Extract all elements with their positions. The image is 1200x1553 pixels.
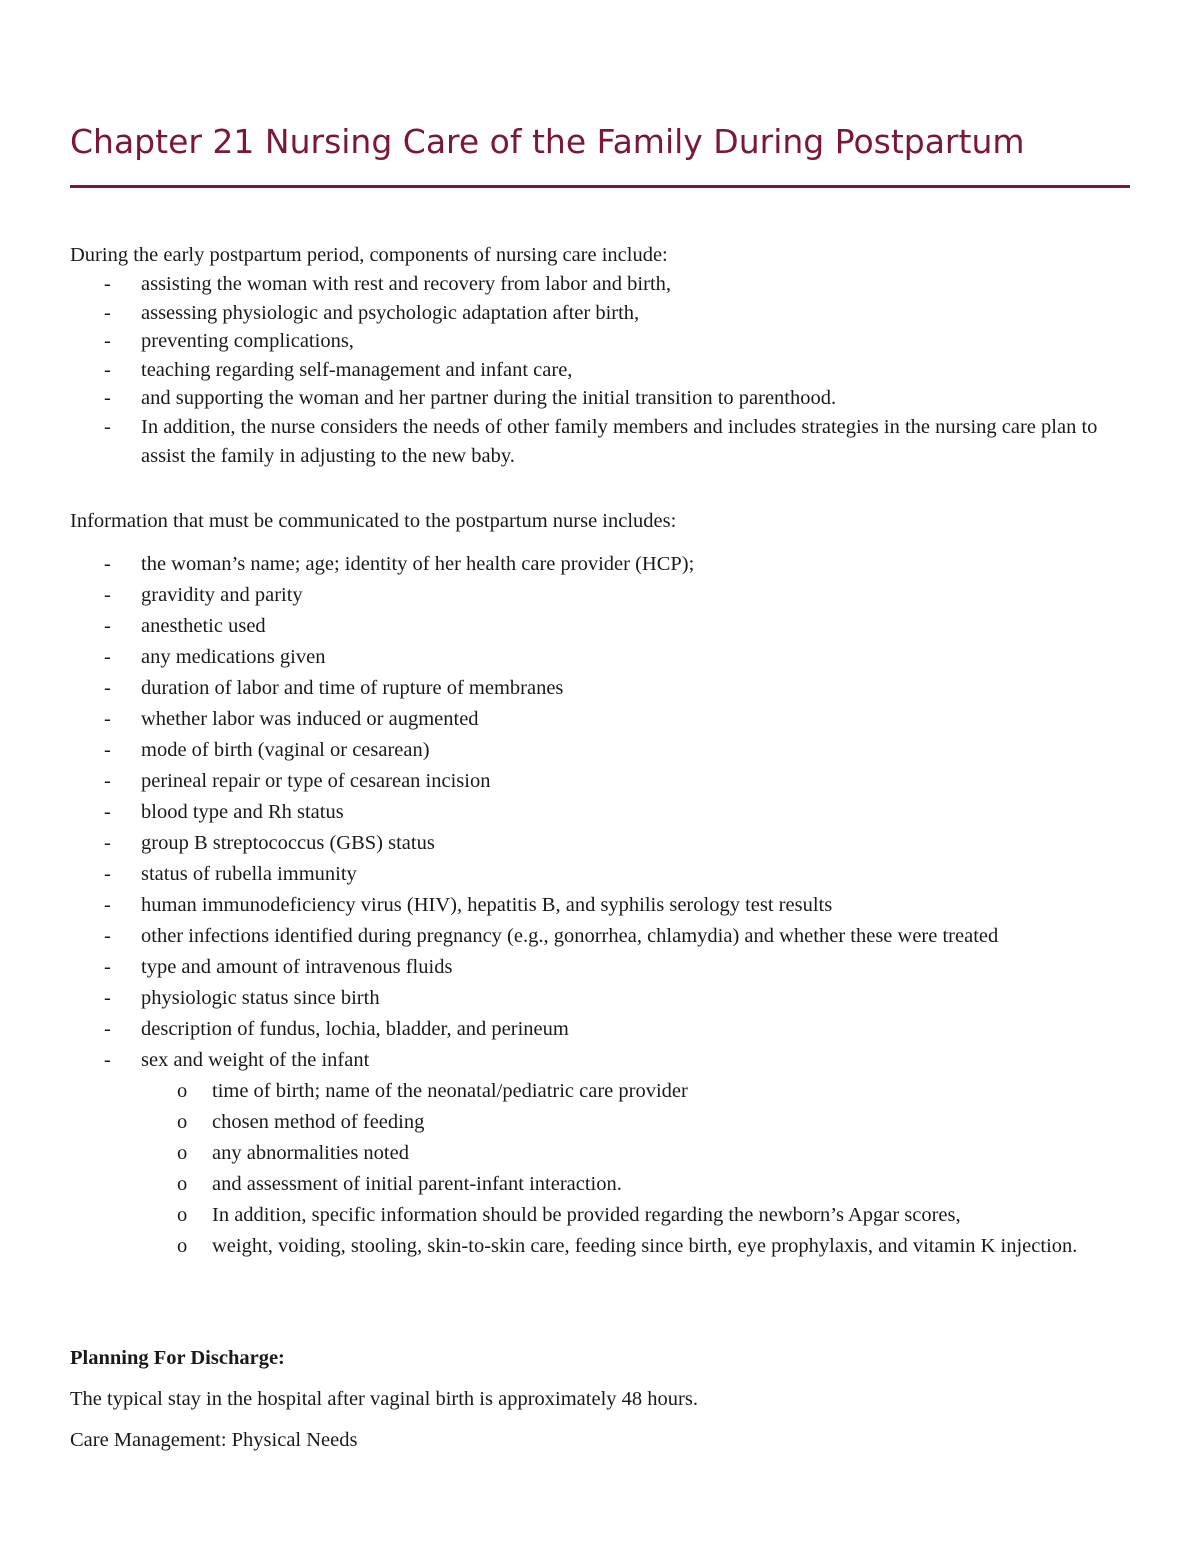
list-item: - type and amount of intravenous fluids bbox=[70, 952, 1130, 983]
section1-intro: During the early postpartum period, components of nursing care include: bbox=[70, 244, 668, 266]
discharge-text: The typical stay in the hospital after vaginal birth is approximately 48 hours. bbox=[70, 1388, 698, 1410]
list-item: - perineal repair or type of cesarean incision bbox=[70, 766, 1130, 797]
list-item: - mode of birth (vaginal or cesarean) bbox=[70, 735, 1130, 766]
list-item-label: sex and weight of the infant bbox=[141, 1049, 370, 1071]
list-item-infant bbox=[70, 1045, 1130, 1262]
sublist-item: o In addition, specific information should be provided regarding the newborn’s Apgar scores, bbox=[141, 1200, 1130, 1231]
section2-intro: Information that must be communicated to the postpartum nurse includes: bbox=[70, 510, 677, 532]
list-item: - group B streptococcus (GBS) status bbox=[70, 828, 1130, 859]
list-item: - and supporting the woman and her partner during the initial transition to parenthood. bbox=[70, 384, 1130, 413]
communication-info-list bbox=[70, 549, 1130, 1262]
list-item: - human immunodeficiency virus (HIV), hepatitis B, and syphilis serology test results bbox=[70, 890, 1130, 921]
nursing-care-components-list bbox=[70, 270, 1130, 470]
infant-info-sublist bbox=[141, 1076, 1130, 1262]
page-title: Chapter 21 Nursing Care of the Family During Postpartum bbox=[70, 122, 1025, 161]
list-item: - the woman’s name; age; identity of her health care provider (HCP); bbox=[70, 549, 1130, 580]
list-item: - whether labor was induced or augmented bbox=[70, 704, 1130, 735]
list-item: - anesthetic used bbox=[70, 611, 1130, 642]
sublist-item: o and assessment of initial parent-infant interaction. bbox=[141, 1169, 1130, 1200]
list-item: - status of rubella immunity bbox=[70, 859, 1130, 890]
list-item: - physiologic status since birth bbox=[70, 983, 1130, 1014]
title-underline bbox=[70, 185, 1130, 188]
list-item: - In addition, the nurse considers the needs of other family members and includes strategies in the nursing care plan to assist the family in adjusting to the new baby. bbox=[70, 413, 1130, 470]
discharge-heading: Planning For Discharge: bbox=[70, 1347, 285, 1369]
sublist-item: o weight, voiding, stooling, skin-to-skin care, feeding since birth, eye prophylaxis, and vitamin K injection. bbox=[141, 1231, 1130, 1262]
list-item: - assisting the woman with rest and recovery from labor and birth, bbox=[70, 270, 1130, 299]
list-item: - assessing physiologic and psychologic adaptation after birth, bbox=[70, 299, 1130, 328]
list-item: - other infections identified during pregnancy (e.g., gonorrhea, chlamydia) and whether these were treated bbox=[70, 921, 1130, 952]
care-management-subheading: Care Management: Physical Needs bbox=[70, 1429, 358, 1451]
list-item: - preventing complications, bbox=[70, 327, 1130, 356]
list-item: - gravidity and parity bbox=[70, 580, 1130, 611]
list-item: - blood type and Rh status bbox=[70, 797, 1130, 828]
sublist-item: o chosen method of feeding bbox=[141, 1107, 1130, 1138]
list-item: - teaching regarding self-management and infant care, bbox=[70, 356, 1130, 385]
sublist-item: o any abnormalities noted bbox=[141, 1138, 1130, 1169]
list-item: - any medications given bbox=[70, 642, 1130, 673]
sublist-item: o time of birth; name of the neonatal/pediatric care provider bbox=[141, 1076, 1130, 1107]
list-item: - description of fundus, lochia, bladder, and perineum bbox=[70, 1014, 1130, 1045]
list-item: - duration of labor and time of rupture of membranes bbox=[70, 673, 1130, 704]
